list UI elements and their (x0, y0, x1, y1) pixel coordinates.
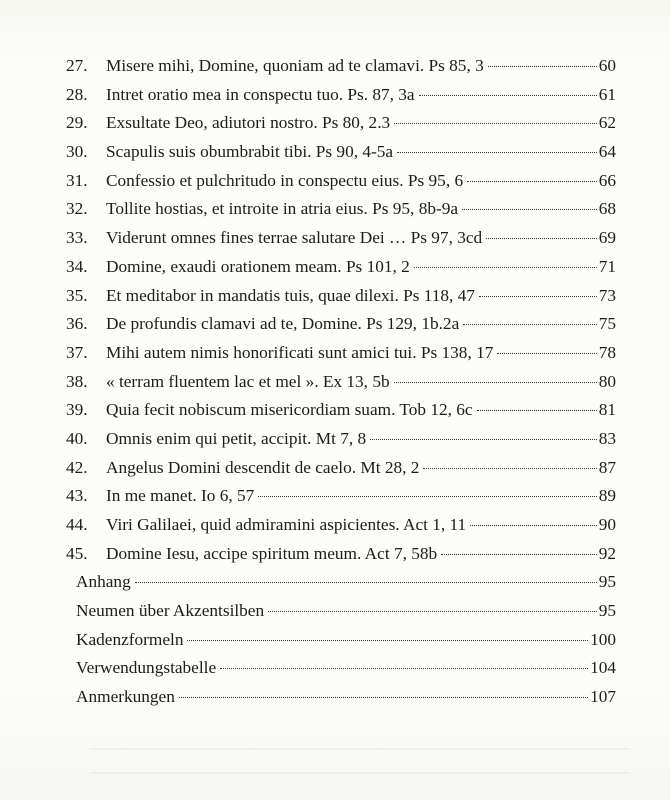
dot-leader (220, 668, 588, 669)
entry-page-number: 89 (598, 486, 616, 506)
entry-title: Domine, exaudi orationem meam. Ps 101, 2 (106, 256, 410, 276)
appendix-page-number: 107 (590, 687, 616, 707)
toc-appendix-entry (66, 654, 616, 683)
toc-entry (66, 138, 616, 167)
appendix-title: Kadenzformeln (76, 629, 184, 649)
dot-leader (187, 640, 588, 641)
appendix-title: Anmerkungen (76, 687, 175, 707)
entry-title: Misere mihi, Domine, quoniam ad te clamavi. Ps 85, 3 (106, 56, 484, 75)
dot-leader (370, 439, 597, 440)
entry-page-number: 83 (598, 428, 616, 448)
dot-leader (488, 66, 597, 67)
toc-entry (66, 253, 616, 282)
dot-leader (268, 611, 597, 612)
entry-number: 33. (66, 228, 88, 248)
entry-page-number: 78 (598, 342, 616, 362)
dot-leader (394, 123, 597, 124)
appendix-page-number: 95 (598, 572, 616, 592)
entry-page-number: 71 (598, 256, 616, 276)
entry-page-number: 73 (598, 285, 616, 305)
toc-entry (66, 339, 616, 368)
dot-leader (497, 353, 596, 354)
entry-title: Tollite hostias, et introite in atria eius. Ps 95, 8b-9a (106, 199, 459, 219)
entry-number: 29. (66, 113, 88, 133)
entry-number: 28. (66, 84, 88, 104)
entry-page-number: 69 (598, 228, 616, 248)
entry-title: In me manet. Io 6, 57 (106, 486, 255, 506)
entry-number: 40. (66, 428, 88, 448)
entry-title: Confessio et pulchritudo in conspectu eius. Ps 95, 6 (106, 170, 464, 190)
toc-entry (66, 52, 616, 81)
entry-number: 38. (66, 371, 88, 391)
entry-title: « terram fluentem lac et mel ». Ex 13, 5b (106, 371, 390, 391)
entry-page-number: 81 (598, 400, 616, 420)
entry-page-number: 75 (598, 314, 616, 334)
dot-leader (462, 209, 597, 210)
entry-page-number: 68 (598, 199, 616, 219)
entry-title: Exsultate Deo, adiutori nostro. Ps 80, 2.3 (106, 113, 391, 133)
toc-entry (66, 454, 616, 483)
appendix-title: Anhang (76, 572, 131, 592)
dot-leader (394, 382, 597, 383)
bleed-through-text (90, 738, 630, 788)
dot-leader (414, 267, 597, 268)
dot-leader (477, 410, 597, 411)
entry-number: 34. (66, 256, 88, 276)
entry-page-number: 87 (598, 457, 616, 477)
dot-leader (397, 152, 597, 153)
entry-title: Intret oratio mea in conspectu tuo. Ps. 87, 3a (106, 84, 415, 104)
dot-leader (135, 582, 597, 583)
entry-title: De profundis clamavi ad te, Domine. Ps 129, 1b.2a (106, 314, 460, 334)
toc-appendix-entry (66, 683, 616, 712)
dot-leader (479, 296, 597, 297)
appendix-page-number: 95 (598, 601, 616, 621)
toc-entry (66, 282, 616, 311)
entry-title: Mihi autem nimis honorificati sunt amici tui. Ps 138, 17 (106, 342, 494, 362)
entry-number: 39. (66, 400, 88, 420)
entry-number: 35. (66, 285, 88, 305)
dot-leader (179, 697, 588, 698)
appendix-title: Neumen über Akzentsilben (76, 601, 265, 621)
toc-entry (66, 195, 616, 224)
table-of-contents (66, 52, 616, 712)
entry-number: 30. (66, 142, 88, 162)
entry-number: 31. (66, 170, 88, 190)
entry-title: Domine Iesu, accipe spiritum meum. Act 7, 58b (106, 543, 438, 563)
toc-entry (66, 540, 616, 569)
dot-leader (258, 496, 596, 497)
entry-number: 37. (66, 342, 88, 362)
entry-title: Omnis enim qui petit, accipit. Mt 7, 8 (106, 428, 367, 448)
entry-page-number: 60 (598, 56, 616, 75)
toc-entry (66, 109, 616, 138)
toc-appendix-entry (66, 597, 616, 626)
toc-entry (66, 81, 616, 110)
toc-entry (66, 482, 616, 511)
toc-entry (66, 368, 616, 397)
dot-leader (470, 525, 597, 526)
dot-leader (467, 181, 597, 182)
dot-leader (423, 468, 596, 469)
dot-leader (441, 554, 597, 555)
entry-number: 45. (66, 543, 88, 563)
entry-page-number: 80 (598, 371, 616, 391)
toc-entry (66, 425, 616, 454)
dot-leader (419, 95, 597, 96)
appendix-title: Verwendungstabelle (76, 658, 217, 678)
entry-title: Quia fecit nobiscum misericordiam suam. Tob 12, 6c (106, 400, 473, 420)
entry-title: Viri Galilaei, quid admiramini aspicientes. Act 1, 11 (106, 515, 467, 534)
entry-number: 27. (66, 56, 88, 75)
toc-appendix-entry (66, 626, 616, 655)
entry-number: 32. (66, 199, 88, 219)
toc-entry (66, 167, 616, 196)
dot-leader (463, 324, 596, 325)
toc-entry (66, 511, 616, 540)
entry-page-number: 64 (598, 142, 616, 162)
entry-title: Angelus Domini descendit de caelo. Mt 28, 2 (106, 457, 420, 477)
dot-leader (486, 238, 597, 239)
entry-number: 43. (66, 486, 88, 506)
entry-title: Et meditabor in mandatis tuis, quae dilexi. Ps 118, 47 (106, 285, 475, 305)
appendix-page-number: 104 (590, 658, 616, 678)
toc-entry (66, 396, 616, 425)
entry-number: 42. (66, 457, 88, 477)
entry-number: 44. (66, 515, 88, 534)
entry-page-number: 61 (598, 84, 616, 104)
entry-page-number: 92 (598, 543, 616, 563)
entry-page-number: 90 (598, 515, 616, 534)
entry-page-number: 66 (598, 170, 616, 190)
entry-page-number: 62 (598, 113, 616, 133)
entry-number: 36. (66, 314, 88, 334)
entry-title: Viderunt omnes fines terrae salutare Dei … Ps 97, 3cd (106, 228, 483, 248)
entry-title: Scapulis suis obumbrabit tibi. Ps 90, 4-5a (106, 142, 394, 162)
appendix-page-number: 100 (590, 629, 616, 649)
toc-entry (66, 310, 616, 339)
toc-appendix-entry (66, 568, 616, 597)
toc-entry (66, 224, 616, 253)
